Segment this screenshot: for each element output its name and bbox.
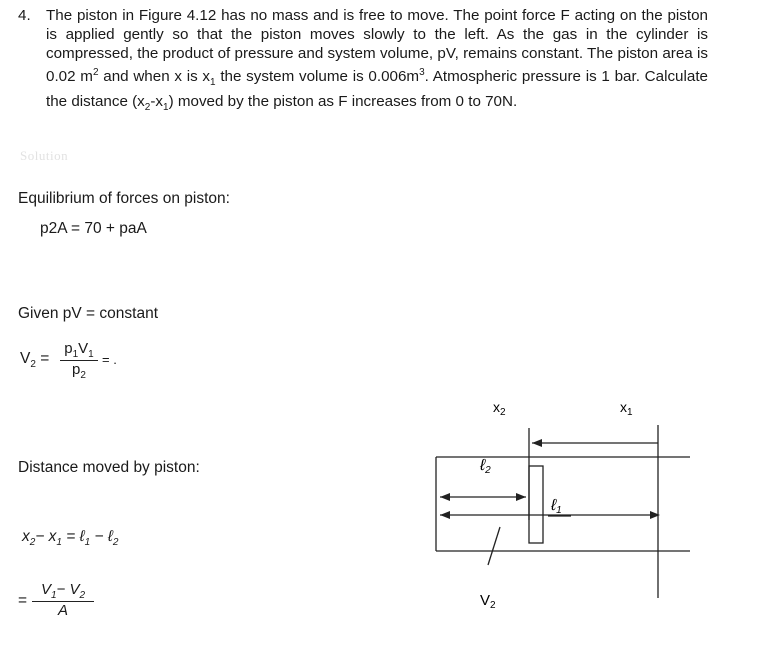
label-x2: $x_2$ [493,399,506,418]
label-l2: ℓ2 [480,457,491,476]
equilibrium-heading: Equilibrium of forces on piston: [18,190,230,207]
piston [529,466,543,543]
distance-heading: Distance moved by piston: [18,459,200,476]
fraction-denominator: $p_2$ [72,361,86,381]
given-heading: Given pV = constant [18,305,159,322]
result-numerator: $V_1- V_2$ [40,581,86,601]
l2-right-arrow [516,493,526,501]
l2-left-arrow [440,493,450,501]
label-l1: ℓ1 [551,497,562,516]
v2-pointer-line [488,527,500,565]
equals-tail: = . [102,352,117,367]
l1-left-arrow [440,511,450,519]
result-denominator: A [57,602,68,619]
distance-equation: $x_2- x_1$ = ℓ$_1$ − ℓ$_2$ [22,528,119,549]
problem-text: The piston in Figure 4.12 has no mass and is free to move. The point force F acting on the piston is applied gently so that the piston moves slowly to the left. As the gas in the cylinder is compressed, the product of pressure and system volume, pV, remains constant. The piston area is 0.02 $m^2$ and when x is $x_1$ the system volume is $0.006m^3$. Atmospheric pressure is 1 bar. Calculate the distance $(x_2-x_1)$ moved by the piston as F increases from 0 to 70N. [46,7,708,114]
v2-lhs: $V_2$ = [20,350,50,371]
solution-label: Solution [20,148,69,163]
problem-number: 4. [18,7,31,24]
label-x1: $x_1$ [620,399,633,418]
result-equals: = [18,592,28,609]
x2-arrow-head [532,439,542,447]
label-v2: $V_2$ [480,592,496,611]
fraction-numerator: $p_1V_1$ [64,340,94,360]
equilibrium-equation: p2A = 70 + paA [40,220,147,237]
